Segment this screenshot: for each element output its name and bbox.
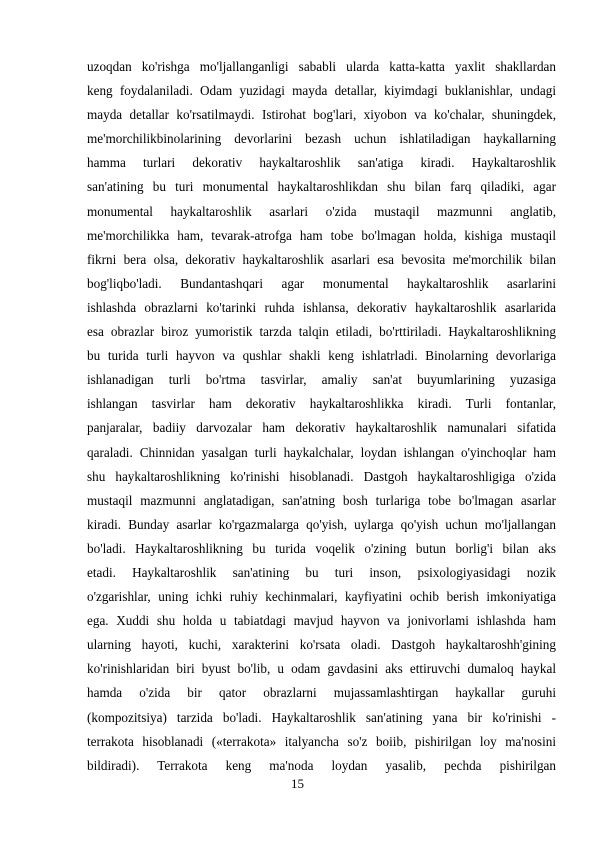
text-line: ishlanadigan turli bo'rtma tasvirlar, amaliy san'at buyumlarining yuzasiga [87,372,556,388]
text-line: bu turida turli hayvon va qushlar shakli keng ishlatrladi. Binolarning devorlariga [87,348,556,364]
text-line: etadi. Haykaltaroshlik san'atining bu turi inson, psixologiyasidagi nozik [87,564,556,580]
text-line: fikrni bera olsa, dekorativ haykaltaroshlik asarlari esa bevosita me'morchilik bilan [87,251,556,267]
text-line: uzoqdan ko'rishga mo'ljallanganligi sababli ularda katta-katta yaxlit shakllardan [87,59,556,74]
text-line: kiradi. Bunday asarlar ko'rgazmalarga qo'yish, uylarga qo'yish uchun mo'ljallangan [87,516,556,532]
body-text [87,55,556,778]
text-line: bog'liqbo'ladi. Bundantashqari agar monumental haykaltaroshlik asarlarini [87,275,556,291]
text-line: hamma turlari dekorativ haykaltaroshlik san'atiga kiradi. Haykaltaroshlik [87,155,556,171]
text-line: shu haykaltaroshlikning ko'rinishi hisoblanadi. Dastgoh haykaltaroshligiga o'zida [87,468,556,484]
text-line: terrakota hisoblanadi («terrakota» italyancha so'z boiib, pishirilgan loy ma'nosini [87,733,556,749]
text-line: ishlangan tasvirlar ham dekorativ haykaltaroshlikka kiradi. Turli fontanlar, [87,396,556,412]
text-line: qaraladi. Chinnidan yasalgan turli haykalchalar, loydan ishlangan o'yinchoqlar ham [87,444,556,460]
text-line: monumental haykaltaroshlik asarlari o'zida mustaqil mazmunni anglatib, [87,203,556,219]
text-line: esa obrazlar biroz yumoristik tarzda talqin etiladi, bo'rttiriladi. Haykaltaroshlikning [87,324,556,340]
text-line: hamda o'zida bir qator obrazlarni mujassamlashtirgan haykallar guruhi [87,685,556,701]
text-line: (kompozitsiya) tarzida bo'ladi. Haykaltaroshlik san'atining yana bir ko'rinishi - [87,709,556,725]
text-line: me'morchilikbinolarining devorlarini bezash uchun ishlatiladigan haykallarning [87,131,556,147]
text-line: ularning hayoti, kuchi, xarakterini ko'rsata oladi. Dastgoh haykaltaroshh'gining [87,637,556,653]
text-line: ega. Xuddi shu holda u tabiatdagi mavjud hayvon va jonivorlami ishlashda ham [87,613,556,629]
text-line: mustaqil mazmunni anglatadigan, san'atning bosh turlariga tobe bo'lmagan asarlar [87,492,556,508]
text-line: ko'rinishlaridan biri byust bo'lib, u odam gavdasini aks ettiruvchi dumaloq haykal [87,661,556,677]
text-line: bildiradi). Terrakota keng ma'noda loydan yasalib, pechda pishirilgan [87,757,556,773]
page-number: 15 [291,776,304,791]
text-line: keng foydalaniladi. Odam yuzidagi mayda detallar, kiyimdagi buklanishlar, undagi [87,83,556,99]
text-line: ishlashda obrazlarni ko'tarinki ruhda ishlansa, dekorativ haykaltaroshlik asarlarida [87,299,556,315]
text-line: mayda detallar ko'rsatilmaydi. Istirohat bog'lari, xiyobon va ko'chalar, shuningdek, [87,107,556,123]
text-line: panjaralar, badiiy darvozalar ham dekorativ haykaltaroshlik namunalari sifatida [87,420,556,436]
text-line: bo'ladi. Haykaltaroshlikning bu turida voqelik o'zining butun borlig'i bilan aks [87,540,556,556]
text-line: san'atining bu turi monumental haykaltaroshlikdan shu bilan farq qiladiki, agar [87,179,556,195]
text-line: o'zgarishlar, uning ichki ruhiy kechinmalari, kayfiyatini ochib berish imkoniyatiga [87,589,556,605]
text-line: me'morchilikka ham, tevarak-atrofga ham tobe bo'lmagan holda, kishiga mustaqil [87,227,556,243]
